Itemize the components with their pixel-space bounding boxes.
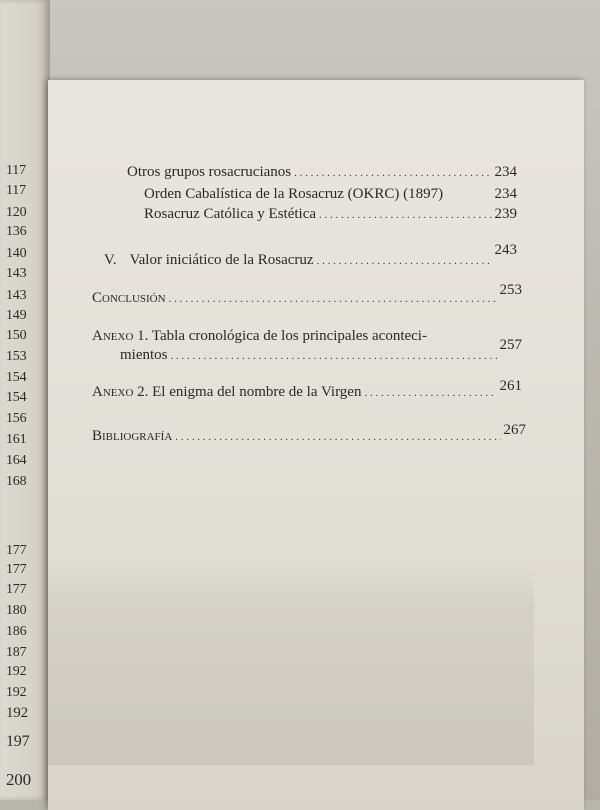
facing-page-number: 143	[6, 288, 27, 303]
facing-page-number: 117	[6, 183, 26, 198]
leader-dots	[175, 431, 500, 443]
facing-page-number: 187	[6, 645, 27, 660]
toc-entry-label: Rosacruz Católica y Estética	[144, 206, 317, 222]
leader-dots	[319, 209, 491, 221]
facing-page-number: 154	[6, 370, 27, 385]
toc-entry-label: Valor iniciático de la Rosacruz	[129, 252, 314, 268]
toc-entry-rosacruz-catolica	[144, 206, 517, 223]
facing-page-number: 192	[6, 705, 28, 721]
toc-entry-page: 234	[494, 186, 517, 202]
facing-page-number: 117	[6, 163, 26, 178]
facing-page-number: 150	[6, 328, 27, 343]
facing-page-number: 192	[6, 664, 27, 679]
facing-page-number: 136	[6, 224, 27, 239]
toc-entry-anexo-1	[92, 328, 522, 364]
toc-entry-page: 234	[494, 164, 517, 180]
toc-entry-page: 253	[499, 282, 522, 298]
facing-page-number: 177	[6, 543, 27, 558]
toc-entry-label: Conclusión	[92, 290, 166, 306]
facing-page-number: 197	[6, 733, 30, 750]
facing-page-number: 192	[6, 685, 27, 700]
facing-page-number: 168	[6, 474, 27, 489]
toc-entry-label: Tabla cronológica de los principales aconteci-	[151, 328, 427, 344]
facing-page-number: 153	[6, 349, 27, 364]
facing-page-number: 154	[6, 390, 27, 405]
facing-page-number: 177	[6, 562, 27, 577]
toc-entry-page: 239	[494, 206, 517, 222]
toc-entry-conclusion	[92, 282, 522, 307]
leader-dots	[317, 255, 492, 267]
facing-page-number: 156	[6, 411, 27, 426]
annex-prefix: Anexo 2.	[92, 384, 149, 400]
facing-page-number: 143	[6, 266, 27, 281]
toc-entry-label-continued: mientos	[120, 347, 168, 363]
left-facing-page	[0, 0, 50, 800]
leader-dots	[294, 167, 491, 179]
facing-page-number: 149	[6, 308, 27, 323]
toc-entry-page: 261	[499, 378, 522, 394]
toc-entry-label: Orden Cabalística de la Rosacruz (OKRC) (1897)	[144, 186, 444, 202]
chapter-number: V.	[104, 252, 117, 268]
facing-page-number: 161	[6, 432, 27, 447]
toc-entry-label: El enigma del nombre de la Virgen	[152, 384, 362, 400]
toc-entry-bibliografia	[92, 422, 526, 445]
toc-entry-page: 267	[503, 422, 526, 438]
facing-page-number: 120	[6, 205, 27, 220]
page-shadow	[48, 565, 534, 765]
facing-page-number: 180	[6, 603, 27, 618]
leader-dots	[169, 293, 497, 305]
facing-page-number: 200	[6, 770, 31, 789]
toc-entry-anexo-2	[92, 378, 522, 401]
annex-prefix: Anexo 1.	[92, 328, 149, 344]
toc-entry-page: 243	[494, 242, 517, 258]
toc-entry-label: Bibliografía	[92, 428, 173, 444]
leader-dots	[171, 350, 497, 362]
facing-page-number: 164	[6, 453, 27, 468]
toc-entry-otros-grupos	[127, 164, 517, 181]
toc-entry-chapter-v	[104, 242, 517, 269]
facing-page-number: 177	[6, 582, 27, 597]
toc-entry-okrc	[144, 186, 517, 203]
facing-page-number: 140	[6, 246, 27, 261]
toc-entry-label: Otros grupos rosacrucianos	[127, 164, 292, 180]
toc-entry-page: 257	[499, 337, 522, 353]
facing-page-number: 186	[6, 624, 27, 639]
leader-dots	[364, 387, 496, 399]
